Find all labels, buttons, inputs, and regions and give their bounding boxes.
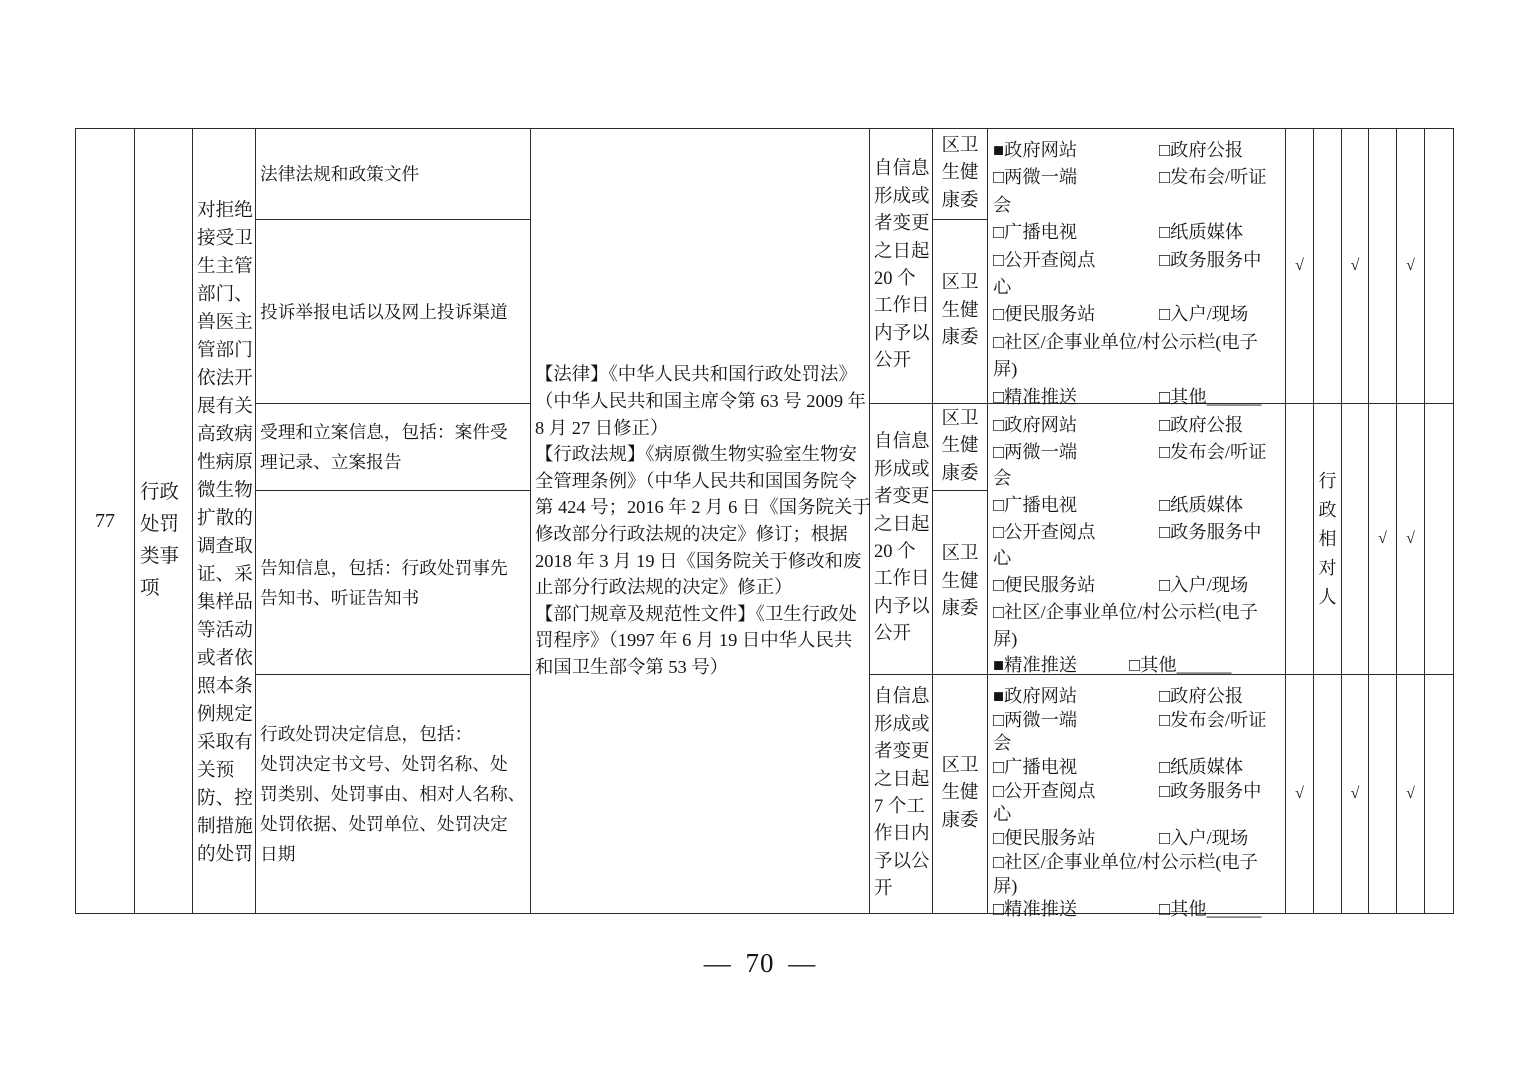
channel-line xyxy=(993,518,1285,545)
dept-line: 区卫 xyxy=(941,408,979,429)
check-mark: √ xyxy=(1406,257,1415,274)
channel-option: □广播电视 xyxy=(993,222,1078,243)
channel-option: ■精准推送 xyxy=(993,655,1078,676)
time-line: 内予以 xyxy=(874,596,930,617)
time-line: 20 个 xyxy=(874,269,916,289)
time-line: 7 个工 xyxy=(874,797,925,817)
dept-line: 生健 xyxy=(941,300,979,321)
matter-line: 调查取 xyxy=(197,536,253,557)
vertical-label-char: 人 xyxy=(1318,586,1337,607)
channel-option: □便民服务站 xyxy=(993,828,1096,849)
disclosure-catalog-table xyxy=(75,128,1454,920)
channel-option: 会 xyxy=(993,468,1012,489)
item-line: 处罚依据、处罚单位、处罚决定 xyxy=(260,814,508,834)
time-line: 公开 xyxy=(874,624,912,645)
item-line: 投诉举报电话以及网上投诉渠道 xyxy=(260,301,508,322)
matter-line: 管部门 xyxy=(197,340,253,361)
check-mark: √ xyxy=(1406,530,1415,547)
item-line: 告知书、听证告知书 xyxy=(260,587,420,608)
matter-line: 关预 xyxy=(197,760,235,781)
channel-line xyxy=(993,411,1285,438)
time-line: 作日内 xyxy=(874,824,930,845)
channel-option: □纸质媒体 xyxy=(1159,757,1244,778)
channel-option: □社区/企事业单位/村公示栏(电子 xyxy=(993,851,1258,872)
check-mark: √ xyxy=(1295,257,1304,274)
time-line: 之日起 xyxy=(874,241,930,262)
responsible-dept-cell xyxy=(933,491,988,675)
channel-line xyxy=(993,544,1285,571)
matter-line: 例规定 xyxy=(197,704,253,725)
channel-option: 心 xyxy=(993,804,1012,825)
time-line: 内予以 xyxy=(874,323,930,344)
channel-line xyxy=(993,848,1285,872)
channel-option: □政府公报 xyxy=(1159,686,1244,706)
channel-option: □入户/现场 xyxy=(1159,575,1249,596)
channel-option: ■政府网站 xyxy=(993,140,1078,160)
channel-option: ■政府网站 xyxy=(993,686,1078,706)
channel-option: □其他______ xyxy=(1129,655,1232,676)
check-cell xyxy=(1286,675,1314,913)
channel-line xyxy=(993,163,1285,190)
time-line: 自信息 xyxy=(874,687,930,708)
check-cell xyxy=(1369,129,1397,404)
disclosure-time-cell xyxy=(870,129,933,404)
dept-line: 康委 xyxy=(941,190,979,211)
vertical-label-char: 对 xyxy=(1318,557,1337,578)
time-line: 形成或 xyxy=(874,186,930,207)
item-line: 告知信息，包括：行政处罚事先 xyxy=(260,557,508,578)
category-line: 类事 xyxy=(140,546,180,567)
matter-line: 性病原 xyxy=(197,452,253,473)
legal-basis-cell xyxy=(531,129,870,913)
channel-line xyxy=(993,355,1285,382)
channel-option: 心 xyxy=(993,548,1012,569)
responsible-dept-cell xyxy=(933,129,988,220)
channel-line xyxy=(993,625,1285,652)
time-line: 之日起 xyxy=(874,514,930,535)
legal-line: 8 月 27 日修正） xyxy=(535,417,669,438)
legal-line: 罚程序》（1997 年 6 月 19 日中华人民共 xyxy=(535,630,853,651)
channel-option: □纸质媒体 xyxy=(1159,495,1244,516)
check-cell xyxy=(1425,675,1453,913)
time-line: 自信息 xyxy=(874,432,930,453)
check-cell xyxy=(1342,129,1369,404)
check-cell xyxy=(1342,404,1369,675)
channel-option: □两微一端 xyxy=(993,441,1078,462)
item-line: 行政处罚决定信息，包括： xyxy=(260,724,473,744)
matter-line: 集样品 xyxy=(197,592,253,613)
matter-line: 微生物 xyxy=(197,480,253,501)
responsible-dept-cell xyxy=(933,675,988,913)
channel-line xyxy=(993,682,1285,706)
legal-line: 【部门规章及规范性文件】《卫生行政处 xyxy=(535,603,857,624)
matter-line: 兽医主 xyxy=(197,312,253,333)
check-cell xyxy=(1369,404,1397,675)
channel-option: □公开查阅点 xyxy=(993,521,1096,542)
time-line: 开 xyxy=(874,879,893,900)
time-line: 予以公 xyxy=(874,851,930,872)
category-cell xyxy=(135,129,193,913)
channel-option: □便民服务站 xyxy=(993,575,1096,596)
time-line: 者变更 xyxy=(874,487,930,508)
matter-line: 生主管 xyxy=(197,256,253,277)
check-cell xyxy=(1342,675,1369,913)
channel-option: □纸质媒体 xyxy=(1159,222,1244,243)
category-line: 项 xyxy=(140,578,160,599)
responsible-dept-cell xyxy=(933,220,988,404)
legal-line: 修改部分行政法规的决定》修订；根据 xyxy=(535,524,848,544)
channel-line xyxy=(993,300,1285,327)
channel-option: 会 xyxy=(993,194,1012,215)
legal-line: 2018 年 3 月 19 日《国务院关于修改和废 xyxy=(535,550,862,571)
item-line: 法律法规和政策文件 xyxy=(260,164,420,184)
item-line: 日期 xyxy=(260,844,296,864)
check-mark: √ xyxy=(1378,530,1387,547)
time-line: 工作日 xyxy=(874,569,930,590)
channel-option: 会 xyxy=(993,733,1012,754)
matter-line: 防、控 xyxy=(197,788,253,809)
item-cell-laws xyxy=(256,129,531,220)
channel-line xyxy=(993,464,1285,491)
time-line: 者变更 xyxy=(874,214,930,235)
disclosure-channels-cell xyxy=(988,404,1286,675)
check-mark: √ xyxy=(1406,785,1415,802)
vertical-label-char: 政 xyxy=(1318,499,1337,520)
item-cell-case-acceptance xyxy=(256,404,531,491)
check-cell xyxy=(1425,404,1453,675)
item-line: 处罚决定书文号、处罚名称、处 xyxy=(260,754,508,774)
check-cell xyxy=(1397,675,1425,913)
channel-option: □入户/现场 xyxy=(1159,828,1249,849)
channel-option: □精准推送 xyxy=(993,386,1078,407)
row-number-cell: 77 xyxy=(76,129,135,913)
time-line: 之日起 xyxy=(874,769,930,790)
matter-description-cell xyxy=(193,129,256,913)
check-cell xyxy=(1397,404,1425,675)
channel-option: □精准推送 xyxy=(993,899,1078,920)
channel-option: □便民服务站 xyxy=(993,304,1096,325)
channel-option: □发布会/听证 xyxy=(1159,709,1267,730)
dept-line: 康委 xyxy=(941,463,979,484)
dept-line: 生健 xyxy=(941,571,979,592)
channel-line xyxy=(993,824,1285,848)
dept-line: 区卫 xyxy=(941,273,979,294)
channel-line xyxy=(993,328,1285,355)
category-line: 行政 xyxy=(140,482,180,503)
check-cell xyxy=(1314,129,1342,404)
channel-line xyxy=(993,872,1285,896)
disclosure-channels-cell xyxy=(988,129,1286,407)
channel-line xyxy=(993,491,1285,518)
matter-line: 或者依 xyxy=(197,648,253,669)
category-line: 处罚 xyxy=(140,514,180,535)
page-number: — 70 — xyxy=(703,948,817,978)
channel-option: □政府网站 xyxy=(993,415,1078,435)
disclosure-channels-cell xyxy=(988,675,1286,920)
check-cell xyxy=(1286,404,1314,675)
dept-line: 生健 xyxy=(941,783,979,804)
channel-option: □发布会/听证 xyxy=(1159,441,1267,462)
channel-option: □广播电视 xyxy=(993,495,1078,516)
legal-line: 【法律】《中华人民共和国行政处罚法》 xyxy=(535,364,857,385)
legal-line: 全管理条例》（中华人民共和国国务院令 xyxy=(535,470,857,491)
dept-line: 康委 xyxy=(941,599,979,620)
channel-line xyxy=(993,191,1285,218)
channel-option: □政务服务中 xyxy=(1159,521,1262,542)
channel-option: □政务服务中 xyxy=(1159,780,1262,801)
channel-option: □其他______ xyxy=(1159,386,1262,407)
legal-line: （中华人民共和国主席令第 63 号 2009 年 xyxy=(535,391,867,412)
channel-line xyxy=(993,438,1285,465)
channel-option: □政务服务中 xyxy=(1159,249,1262,270)
legal-line: 【行政法规】《病原微生物实验室生物安 xyxy=(535,444,857,465)
matter-line: 扩散的 xyxy=(197,508,253,529)
matter-line: 接受卫 xyxy=(197,228,253,249)
channel-line xyxy=(993,706,1285,730)
disclosure-time-cell xyxy=(870,404,933,675)
matter-line: 部门、 xyxy=(197,284,253,305)
matter-line: 的处罚 xyxy=(197,844,253,865)
channel-option: □政府公报 xyxy=(1159,140,1244,160)
vertical-label-char: 相 xyxy=(1318,528,1337,549)
channel-line xyxy=(993,651,1285,678)
channel-option: □政府公报 xyxy=(1159,415,1244,435)
channel-line xyxy=(993,136,1285,163)
check-cell xyxy=(1425,129,1453,404)
channel-option: □公开查阅点 xyxy=(993,780,1096,801)
matter-line: 展有关 xyxy=(197,396,253,417)
channel-line xyxy=(993,895,1285,919)
check-cell xyxy=(1286,129,1314,404)
check-mark: √ xyxy=(1350,257,1360,274)
channel-line xyxy=(993,571,1285,598)
disclosure-time-cell xyxy=(870,675,933,913)
item-cell-complaint-channels xyxy=(256,220,531,404)
legal-line: 第 424 号；2016 年 2 月 6 日《国务院关于 xyxy=(535,497,871,518)
check-cell xyxy=(1397,129,1425,404)
vertical-label-char: 行 xyxy=(1318,470,1337,491)
check-mark: √ xyxy=(1350,785,1360,802)
channel-option: □其他______ xyxy=(1159,899,1262,920)
time-line: 自信息 xyxy=(874,159,930,180)
channel-line xyxy=(993,800,1285,824)
legal-line: 和国卫生部令第 53 号） xyxy=(535,656,729,677)
dept-line: 康委 xyxy=(941,810,979,831)
channel-option: □社区/企事业单位/村公示栏(电子 xyxy=(993,331,1258,352)
channel-line xyxy=(993,218,1285,245)
matter-line: 制措施 xyxy=(197,816,253,837)
admin-counterpart-cell xyxy=(1314,404,1342,675)
item-line: 受理和立案信息，包括：案件受 xyxy=(260,422,508,442)
time-line: 者变更 xyxy=(874,742,930,763)
channel-line xyxy=(993,246,1285,273)
dept-line: 生健 xyxy=(941,436,979,457)
time-line: 20 个 xyxy=(874,542,916,562)
channel-option: 屏) xyxy=(993,628,1018,649)
responsible-dept-cell xyxy=(933,404,988,491)
channel-option: 屏) xyxy=(993,359,1018,380)
dept-line: 康委 xyxy=(941,328,979,349)
matter-line: 对拒绝 xyxy=(197,200,253,221)
item-cell-penalty-decision xyxy=(256,675,531,913)
dept-line: 区卫 xyxy=(941,544,979,565)
channel-option: □社区/企事业单位/村公示栏(电子 xyxy=(993,601,1258,622)
matter-line: 采取有 xyxy=(197,732,253,753)
time-line: 形成或 xyxy=(874,714,930,735)
dept-line: 区卫 xyxy=(941,755,979,776)
channel-line xyxy=(993,598,1285,625)
matter-line: 高致病 xyxy=(197,424,253,445)
time-line: 公开 xyxy=(874,351,912,372)
channel-option: 屏) xyxy=(993,875,1018,896)
channel-option: □广播电视 xyxy=(993,757,1078,778)
matter-line: 等活动 xyxy=(197,620,253,641)
matter-line: 证、采 xyxy=(197,564,253,585)
matter-line: 照本条 xyxy=(197,676,253,697)
dept-line: 区卫 xyxy=(941,135,979,156)
matter-line: 依法开 xyxy=(197,368,253,389)
check-cell xyxy=(1314,675,1342,913)
time-line: 形成或 xyxy=(874,459,930,480)
channel-line xyxy=(993,777,1285,801)
channel-option: 心 xyxy=(993,276,1012,297)
channel-option: □两微一端 xyxy=(993,167,1078,188)
item-cell-notification xyxy=(256,491,531,675)
item-line: 理记录、立案报告 xyxy=(260,452,402,472)
channel-option: □两微一端 xyxy=(993,709,1078,730)
dept-line: 生健 xyxy=(941,163,979,184)
channel-option: □发布会/听证 xyxy=(1159,167,1267,188)
item-line: 罚类别、处罚事由、相对人名称、 xyxy=(260,784,526,804)
channel-option: □入户/现场 xyxy=(1159,304,1249,325)
channel-line xyxy=(993,753,1285,777)
time-line: 工作日 xyxy=(874,296,930,317)
channel-line xyxy=(993,273,1285,300)
channel-option: □公开查阅点 xyxy=(993,249,1096,270)
channel-line xyxy=(993,729,1285,753)
check-mark: √ xyxy=(1295,785,1304,802)
check-cell xyxy=(1369,675,1397,913)
legal-line: 止部分行政法规的决定》修正） xyxy=(535,577,793,598)
